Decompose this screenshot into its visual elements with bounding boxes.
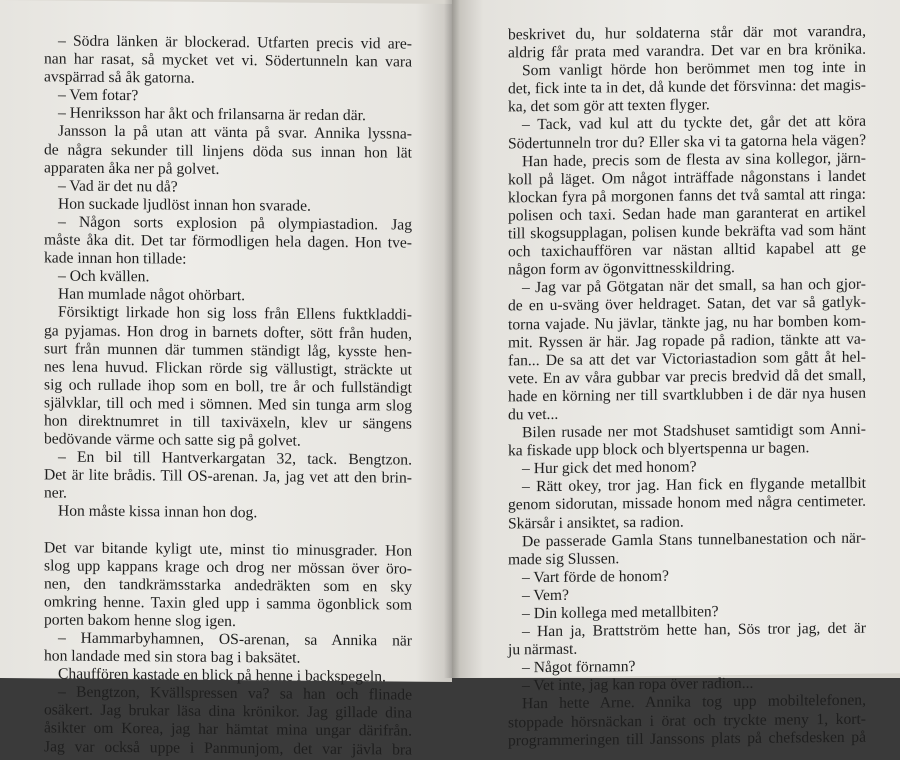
text-line: polisen och taxi. Sedan hade man garanterat en artikel bbox=[508, 203, 866, 225]
text-line: beskrivet du, hur soldaterna står där mot varandra, bbox=[508, 22, 866, 44]
text-line: – Din kollega med metallbiten? bbox=[522, 603, 719, 623]
text-line: Hon suckade ljudlöst innan hon svarade. bbox=[58, 195, 311, 215]
text-line: Hon måste kissa innan hon dog. bbox=[58, 502, 258, 522]
text-line: vete. En av våra gubbar var precis bredvid då det small, bbox=[508, 366, 866, 388]
text-line: fan... De sa att det var Victoriastadion som gått åt hel- bbox=[508, 348, 866, 370]
text-line: Försiktigt lirkade hon sig loss från Ellens fuktkladdi- bbox=[58, 303, 412, 325]
text-line: nen, den tandkrämsstarka andedräkten som en sky bbox=[44, 575, 412, 596]
text-line: – Hur gick det med honom? bbox=[522, 458, 697, 478]
text-line: och taxichauffören var nästan alltid kapabel att ge bbox=[508, 239, 866, 261]
text-line: made sig Slussen. bbox=[508, 549, 620, 569]
text-line: – Någon sorts explosion på olympiastadion. Jag bbox=[58, 213, 412, 234]
text-line: det, fick inte ta in det, då kunde det försvinna: det magis- bbox=[508, 76, 866, 98]
text-line: Det var bitande kyligt ute, minst tio minusgrader. Hon bbox=[44, 538, 412, 560]
text-line: du vet... bbox=[508, 405, 559, 424]
text-line: klockan fyra på morgonen fanns det två samtal att ringa: bbox=[508, 185, 866, 207]
text-line: Jag var också uppe i Panmunjom, det var jävla bra bbox=[44, 737, 412, 759]
text-line: de några sekunder till linjens döda sus innan hon lät bbox=[44, 140, 412, 162]
text-line: Som vanligt hörde hon berömmet men tog inte in bbox=[522, 58, 866, 80]
text-line: nes lena huvud. Flickan rörde sig vällustigt, sträckte ut bbox=[44, 358, 412, 379]
text-line: osäkert. Jag brukar läsa dina krönikor. Jag gillade dina bbox=[44, 701, 412, 722]
text-line: – En bil till Hantverkargatan 32, tack. Bengtzon. bbox=[58, 448, 412, 469]
text-line: – Hammarbyhamnen, OS-arenan, sa Annika när bbox=[58, 629, 412, 650]
text-line: hon direktnumret in till taxiväxeln, klev ur sängens bbox=[44, 412, 412, 433]
text-line: porten bakom henne slog igen. bbox=[44, 611, 236, 630]
text-line: bedövande värme och satte sig på golvet. bbox=[44, 430, 301, 450]
text-line: genom sidorutan, missade honom med några centimeter. bbox=[508, 493, 866, 514]
text-line: ka fiskade upp block och blyertspenna ur bagen. bbox=[508, 439, 810, 460]
text-line: – Vet inte, jag kan ropa över radion... bbox=[522, 675, 754, 695]
text-line: Skärsår i ansiktet, sa radion. bbox=[508, 513, 684, 532]
text-line: självklar, till och med i sömnen. Med sin tunga arm slog bbox=[44, 394, 412, 415]
text-line: ka, det som gör att texten flyger. bbox=[508, 96, 710, 116]
text-line: kade innan hon tillade: bbox=[44, 249, 187, 268]
text-line: koll på läget. Om något inträffade någonstans i landet bbox=[508, 167, 866, 189]
text-line: – Södra länken är blockerad. Utfarten precis vid are- bbox=[58, 32, 412, 53]
text-line: De passerade Gamla Stans tunnelbanestation och när- bbox=[522, 529, 866, 550]
text-line: Han mumlade något ohörbart. bbox=[58, 285, 246, 305]
text-line: – Han ja, Brattström hette han, Sös tror jag, det är bbox=[522, 619, 866, 641]
text-line: ga pyjamas. Hon drog in barnets dofter, sött från huden, bbox=[44, 321, 412, 343]
text-line: aldrig får prata med varandra. Det var en bra krönika. bbox=[508, 40, 866, 62]
text-line: måste åka dit. Det tar förmodligen hela dagen. Hon tve- bbox=[44, 231, 412, 252]
text-line: mit. Ryssen är här. Jag ropade på radion, tänkte att va- bbox=[508, 330, 866, 352]
text-line: apparaten åka ner på golvet. bbox=[44, 159, 220, 178]
text-line: avspärrad så åk gatorna. bbox=[44, 68, 195, 87]
text-line: Södertunneln tror du? Eller ska vi ta gatorna hela vägen? bbox=[508, 131, 866, 152]
text-line: – Tack, vad kul att du tyckte det, går det att köra bbox=[522, 113, 866, 134]
text-line: – Bengtzon, Kvällspressen va? sa han och flinade bbox=[58, 683, 412, 704]
text-line: Det är lite brådis. Till OS-arenan. Ja, jag vet att den brin- bbox=[44, 466, 412, 487]
text-line: – Vem? bbox=[522, 586, 569, 605]
text-line: torna vajade. Nu jävlar, tänkte jag, nu har bomben kom- bbox=[508, 312, 866, 333]
text-line: Jansson la på utan att vänta på svar. Annika lyssna- bbox=[58, 122, 412, 144]
text-line: Chauffören kastade en blick på henne i backspegeln. bbox=[58, 665, 386, 686]
text-line: – Jag var på Götgatan när det small, sa han och gjor- bbox=[522, 275, 866, 297]
text-line: till skogsupplagan, polisen kunde bekräfta vad som hänt bbox=[508, 221, 866, 243]
text-line: – Vem fotar? bbox=[58, 86, 139, 105]
text-line: omkring henne. Taxin gled upp i samma ögonblick som bbox=[44, 593, 412, 614]
text-line: – Rätt okey, tror jag. Han fick en flygande metallbit bbox=[522, 475, 866, 496]
text-line: stoppade hörsnäckan i örat och tryckte meny 1, kort- bbox=[508, 710, 866, 731]
text-line: Bilen rusade ner mot Stadshuset samtidigt som Anni- bbox=[522, 420, 866, 442]
text-line: åsikter om Korea, jag har hämtat mina ungar därifrån. bbox=[44, 719, 412, 741]
text-line: – Något förnamn? bbox=[522, 658, 636, 677]
text-line: någon form av ögonvittnesskildring. bbox=[508, 259, 735, 279]
text-line: Han hette Arne. Annika tog upp mobiltelefonen, bbox=[522, 692, 866, 713]
book-gutter bbox=[444, 0, 460, 678]
text-line: Han hade, precis som de flesta av sina kollegor, järn- bbox=[522, 149, 866, 170]
text-line: nan har rasat, så mycket vet vi. Södertunneln kan vara bbox=[44, 50, 412, 71]
text-line: programmeringen till Janssons plats på chefsdesken på bbox=[508, 728, 866, 750]
text-line: sig och rullade ihop som en boll, tre år och fullständigt bbox=[44, 376, 412, 397]
right-page bbox=[452, 0, 900, 750]
text-line: hon landade med sin stora bag i baksätet. bbox=[44, 647, 301, 667]
text-line: de en u-sväng över heldraget. Satan, det var så gatlyk- bbox=[508, 294, 866, 315]
text-line: hade en körning ner till svartklubben i de där nya husen bbox=[508, 384, 866, 406]
text-line: – Och kvällen. bbox=[58, 267, 150, 286]
text-line: – Henriksson har åkt och frilansarna är redan där. bbox=[58, 104, 366, 125]
text-line: ner. bbox=[44, 484, 67, 502]
text-line: slog upp kappans krage och drog ner mössan över öro- bbox=[44, 557, 412, 578]
text-line: – Vart förde de honom? bbox=[522, 567, 669, 587]
text-line: ju närmast. bbox=[508, 640, 578, 659]
text-line: surt från munnen där tummen ständigt låg, kysste hen- bbox=[44, 339, 412, 361]
text-line: – Vad är det nu då? bbox=[58, 177, 178, 196]
